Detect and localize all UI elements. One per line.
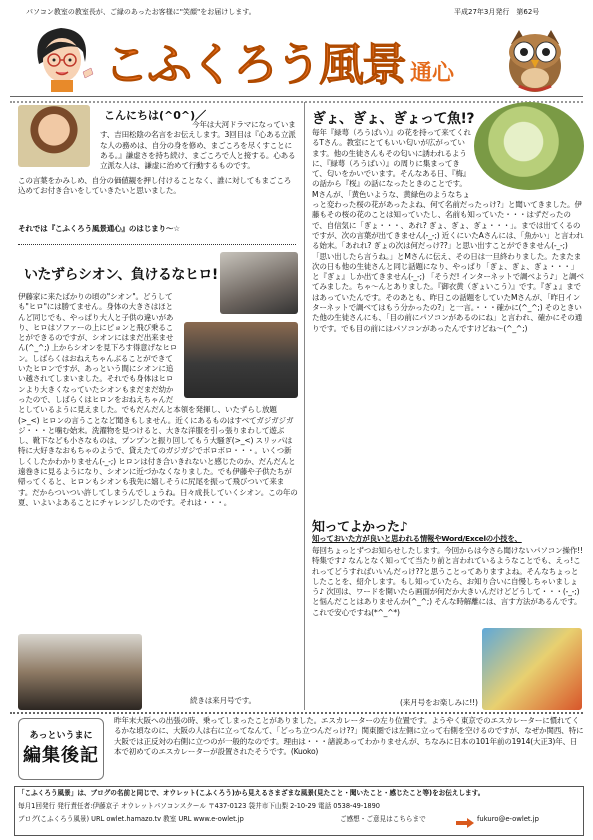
newsletter-title: こふくろう風景 [104, 38, 406, 91]
editor-label-bottom: 編集後記 [23, 745, 99, 766]
article3-subheading: 知っておいた方が良いと思われる情報やWord/Excelの小技を、 [312, 534, 522, 543]
dog-photo-3 [18, 634, 142, 710]
author-photo [18, 105, 90, 167]
article3-note: (来月号をお楽しみに!!) [400, 698, 478, 707]
article2-body: 毎年『緑萼（ろうばい）』の花を持って来てくれるTさん。教室にとてもいい匂いが広がっています。他の生徒さんもその匂いに誘われるように、『緑萼（ろうばい）』の周りに集まってきて、匂いをかいでいます。そんなある日、『梅』の話から『桜』の話になったときのことです。Mさんが、「黄色いような、黄緑色のようなちょっと変わった桜の花があったよね、何て名前だったっけ?」と聞いてきました。伊藤もその桜の花のことは知っていたし、名前も知っていた・・・はずだったので、自信気に「ぎょ・・・、あれ? ぎょ、ぎょ、ぎょ・・・」。までは出てくるのですが、次の言葉が出てきません(-_-;) 近くにいたAさんには、「魚かい」と言われる始末。「あれれ? ぎょの次は何だっけ??」と思い出すことができません(-_-;) 「思い出したら言うね。」とMさんに伝え、その日は一旦終わりました。たまたま次の日も他の生徒さんと同じ話題になり、やっぱり「ぎょ、ぎょ、ぎょ・・・」と『ぎょ』しか出てきません(-_-;) 「そうだ! インターネットで調べよう♪」と調べてみました。ちゃ～んとありました。『御衣黄（ぎょいこう）』です。『ぎょ』まではあっていたんです。そのあとも、昨日この話題をしていたMさんが、「昨日インターネットで調べてはもう分かったの?」と一言。・・・確かに(^_^;) そのときいた他の生徒さんにも、「目の前にパソコンがあるのにね」と言われ、確かにその通りです。でも目の前にはパソコンがあったんですけどね～(^_^;) [312, 128, 584, 333]
footer-contact-label: ご感想・ご意見はこちらまで [340, 815, 426, 823]
article3-heading: 知ってよかった♪ [312, 520, 408, 535]
article3-body: 毎回ちょっとずつお知らせしたします。今回からは今さら聞けないパソコン操作!! 特集です♪ なんとなく知ってて当たり前と言われているようなことでも、えっ!これってどうすればいいんだっけ??と思うことってありますよね。そんなちょっとしたことを、紹介します。もし知っていたら、お知り合いに自慢しちゃいましょう♪ 次回は、ワードを開いたら画面が何だか大きいんだけどどうして・・・(-_-;) と悩んだことはありませんか(^_^;) そんな時解離には、言す方法があるんです。これで安心ですね(*^_^*) [312, 546, 583, 617]
newsletter-title-suffix: 通心 [410, 61, 455, 86]
column-divider [304, 102, 305, 710]
editor-note-text: 昨年末大阪への出張の時、乗ってしまったことがありました。エスカレーターの左り位置です。ようやく東京でのエスカレーターに慣れてくるかな頃なのに、大阪の人は右に立ってなんて、「どっち立つんだっけ??」関東圏では左側に立って右側を空けるのですが、なぜか関西、特に大阪では正反対の右側に立つのが一般的なのです。理由は・・・諸説あってわかりませんが、ちなみに日本の101年前の1914(大正3)年、日本で初めてのエスカレーターが設置されたそうです。(Kuoko) [114, 716, 584, 756]
greeting-heading: こんにちは(^0^)／ [104, 109, 207, 122]
editor-label-top: あっというまに [29, 731, 93, 741]
float-spacer [180, 292, 298, 404]
greeting-text-top: 今年は大河ドラマになっています、吉田松陰の名言をお伝えします。3回目は『心ある立派な人の務めは、自分の身を修め、まごころを尽くすことにある。』謙虚さを持ち続け、まごころで人と接する。心ある立派な人は、謙虚に治めて行動するものです。 [100, 120, 296, 171]
float-spacer [472, 128, 584, 190]
footer-line3: ブログ(こふくろう風景) URL owlet.hamazo.tv 教室 URL www.e-owlet.jp [18, 815, 244, 823]
article2-heading: ぎょ、ぎょ、ぎょって魚!? [312, 111, 475, 127]
caricature-avatar [25, 22, 99, 92]
header-tagline: パソコン教室の教室長が、ご縁のあったお客様に"笑顔"をお届けします。 [26, 8, 256, 16]
contact-email-link[interactable]: fukuro@e-owlet.jp [477, 815, 539, 823]
editor-note-label-box [18, 718, 104, 780]
greeting-text-3: それでは『こふくろう風景通心』のはじまり～☆ [18, 224, 180, 233]
footer-line1: 「こふくろう風景」は、ブログの名前と同じで、オウレット(こふくろう)から見えるさまざまな風景(見たこと・聞いたこと・感じたこと等)をお伝えします。 [18, 789, 485, 797]
section-divider [18, 244, 296, 245]
issue-info: 平成27年3月発行 第62号 [454, 8, 540, 16]
article1-body: 伊藤家に来たばかりの頃の"シオン"。どうしても"ヒロ"には勝てません。身体の大きさはほとんど同じでも、やっぱり大人と子供の違いがあり、ヒロはソファーの上にピョンと飛び乗ることができるのですが、シオンにはまだ出来ません(^_^;) 上からシオンを見下ろす得意げなヒロン。しばらくはおねえちゃんぶることができていたヒロンですが、あっという間にシオンに追い越されてしまいました。それでも身体はヒロンより大きくなっていたシオンもまだまだ幼かったので、しばらくはヒロンをおねえちゃんだとしているように見えました。でもだんだんと本領を発揮し、いたずらし放題(>_<) ヒロンの言うことなど聞きもしません。近くにあるものはすべてガジガジガジ・・・と噛む始末。洗濯物を見つけると、大きな洋服を引っ張りまわして遊ぶし、靴下なども小さなものは、プンプンと振り回してもう大騒ぎ(>_<) スリッパは特に大好きなおもちゃのようで、貸えたてのガジガジでボロボロ・・・。いくつ新しくしたかわかりません(-_-;) ヒロンは付き合いきれないと感じたのか、だんだんと遠巻きに見るようになり、シオンに近づかなくなりました。でも伊藤や子供たちが帰ってくると、ヒロンもシオンも我先に嬉しそうに尻尾を振って飛びついて来ます。だからついつい許してしまうんでしょうね。日々成長していくシオン。この年の夏、いよいよあることにチャレンジしたのです。それは・・・。 [18, 292, 298, 507]
arrow-icon [456, 813, 474, 823]
footer-line2: 毎月1回発行 発行責任者:伊藤京子 オウレットパソコンスクール 〒437-0123 袋井市下山梨 2-10-29 電話 0538-49-1890 [18, 802, 380, 810]
article2-text [312, 128, 584, 526]
article1-heading: いたずらシオン、負けるなヒロ! [24, 267, 218, 283]
header-rule [10, 96, 583, 103]
float-spacer-2 [478, 626, 584, 696]
continued-note: 続きは来月号です。 [190, 696, 256, 705]
article1-text [18, 292, 298, 628]
editor-divider [10, 712, 583, 714]
greeting-text-2: この言葉をかみしめ、自分の価値観を押し付けることなく、誰に対してもまごころ込めてお付き合いをしていきたいと思いました。 [18, 176, 292, 196]
owl-mascot-icon [499, 22, 571, 94]
article3-text [312, 546, 584, 696]
